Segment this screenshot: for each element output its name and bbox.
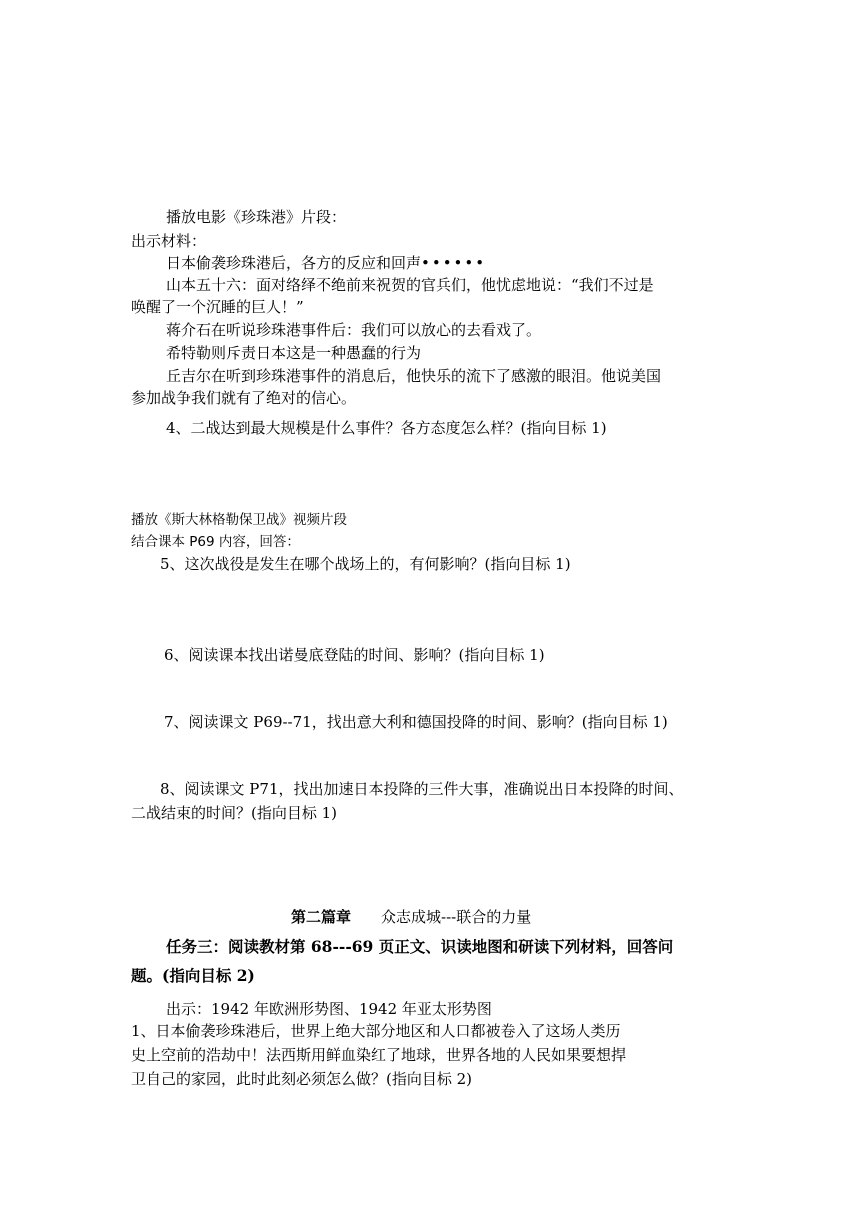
yamamoto-line-1: 山本五十六：面对络绎不绝前来祝贺的官兵们，他忧虑地说：“我们不过是 (166, 276, 654, 294)
intro-line: 播放电影《珍珠港》片段： (166, 208, 347, 226)
show-maps-line: 出示：1942 年欧洲形势图、1942 年亚太形势图 (166, 1000, 492, 1018)
task3-q1-line-2: 史上空前的浩劫中！法西斯用鲜血染红了地球，世界各地的人民如果要想捍 (131, 1046, 627, 1064)
reaction-heading-text: 日本偷袭珍珠港后，各方的反应和回声 (166, 254, 422, 272)
question-8-line-1: 8、阅读课文 P71，找出加速日本投降的三件大事，准确说出日本投降的时间、 (160, 780, 684, 798)
task3-q1-line-3: 卫自己的家园，此时此刻必须怎么做？(指向目标 2) (131, 1070, 473, 1088)
task3-q1-line-1: 1、日本偷袭珍珠港后，世界上绝大部分地区和人口都被卷入了这场人类历 (131, 1022, 621, 1040)
yamamoto-line-2: 唤醒了一个沉睡的巨人！” (131, 298, 304, 316)
chapter-title (291, 907, 531, 927)
question-5: 5、这次战役是发生在哪个战场上的，有何影响？(指向目标 1) (160, 555, 571, 573)
task3-line-1: 任务三：阅读教材第 68---69 页正文、识读地图和研读下列材料，回答问 (166, 937, 674, 956)
question-8-line-2: 二战结束的时间？(指向目标 1) (131, 804, 338, 822)
question-6: 6、阅读课本找出诺曼底登陆的时间、影响？(指向目标 1) (164, 646, 545, 664)
hitler-line: 希特勒则斥责日本这是一种愚蠢的行为 (166, 344, 422, 362)
chapter-title-rest: 众志成城---联合的力量 (381, 908, 532, 926)
video-line: 播放《斯大林格勒保卫战》视频片段 (131, 512, 347, 528)
churchill-line-1: 丘吉尔在听到珍珠港事件的消息后，他快乐的流下了感激的眼泪。他说美国 (166, 367, 662, 385)
chiang-line: 蒋介石在听说珍珠港事件后：我们可以放心的去看戏了。 (166, 321, 542, 339)
question-7: 7、阅读课文 P69--71，找出意大利和德国投降的时间、影响？(指向目标 1) (164, 713, 668, 731)
chapter-title-bold: 第二篇章 (291, 908, 352, 926)
churchill-line-2: 参加战争我们就有了绝对的信心。 (131, 389, 357, 407)
question-4: 4、二战达到最大规模是什么事件？各方态度怎么样？(指向目标 1) (166, 419, 607, 437)
reaction-heading (166, 253, 486, 273)
textbook-line: 结合课本 P69 内容，回答： (131, 534, 300, 550)
task3-line-2: 题。(指向目标 2) (131, 966, 255, 985)
material-label: 出示材料： (131, 232, 207, 250)
reaction-dots: •••••• (421, 254, 487, 272)
